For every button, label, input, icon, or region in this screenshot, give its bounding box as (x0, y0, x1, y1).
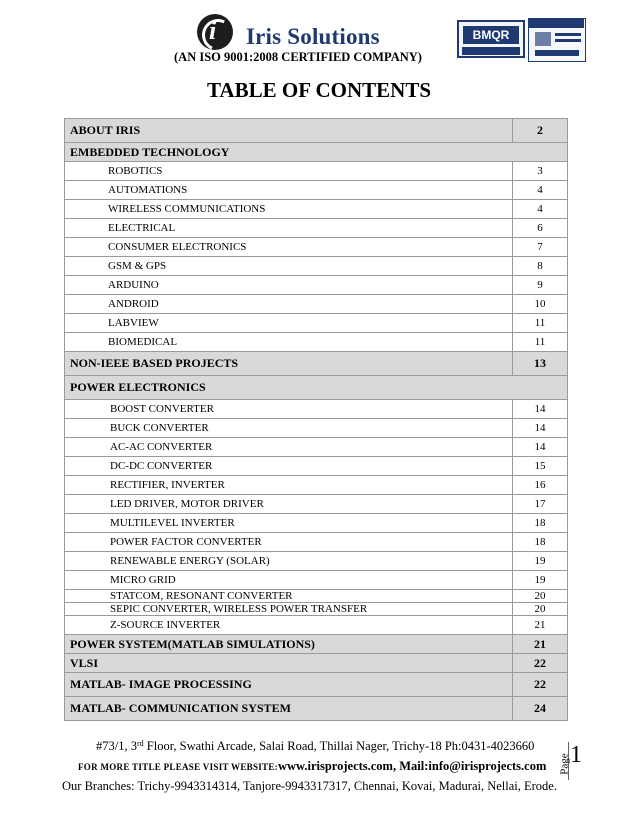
toc-entry-label: MICRO GRID (65, 571, 513, 590)
toc-entry-label: GSM & GPS (65, 257, 513, 276)
toc-entry-page: 4 (513, 181, 568, 200)
toc-item[interactable] (65, 552, 568, 571)
toc-entry-label: POWER ELECTRONICS (65, 376, 568, 400)
toc-entry-page: 19 (513, 552, 568, 571)
accreditation-badge-icon (528, 18, 586, 62)
page-header (0, 0, 638, 80)
toc-entry-page: 8 (513, 257, 568, 276)
toc-entry-page: 11 (513, 333, 568, 352)
toc-section-matlab-image[interactable] (65, 673, 568, 697)
toc-entry-label: ROBOTICS (65, 162, 513, 181)
toc-entry-page: 7 (513, 238, 568, 257)
bmqr-badge-label: BMQR (463, 26, 519, 44)
toc-entry-label: ANDROID (65, 295, 513, 314)
toc-entry-label: VLSI (65, 654, 513, 673)
toc-entry-page: 24 (513, 697, 568, 721)
toc-entry-page: 6 (513, 219, 568, 238)
toc-entry-label: CONSUMER ELECTRONICS (65, 238, 513, 257)
toc-entry-label: MULTILEVEL INVERTER (65, 514, 513, 533)
toc-item[interactable] (65, 238, 568, 257)
toc-item[interactable] (65, 533, 568, 552)
website-link[interactable]: www.irisprojects.com (277, 759, 393, 773)
toc-entry-page: 18 (513, 514, 568, 533)
toc-entry-page: 18 (513, 533, 568, 552)
toc-item[interactable] (65, 476, 568, 495)
toc-section-vlsi[interactable] (65, 654, 568, 673)
toc-entry-page: 9 (513, 276, 568, 295)
toc-item[interactable] (65, 603, 568, 616)
toc-item[interactable] (65, 295, 568, 314)
toc-entry-label: STATCOM, RESONANT CONVERTER (65, 590, 513, 603)
toc-entry-label: BOOST CONVERTER (65, 400, 513, 419)
toc-entry-label: LABVIEW (65, 314, 513, 333)
iso-certification: (AN ISO 9001:2008 CERTIFIED COMPANY) (174, 50, 422, 64)
toc-entry-label: AC-AC CONVERTER (65, 438, 513, 457)
toc-entry-label: DC-DC CONVERTER (65, 457, 513, 476)
toc-entry-page: 3 (513, 162, 568, 181)
address-line: #73/1, 3rd Floor, Swathi Arcade, Salai Road, Thillai Nager, Trichy-18 Ph:0431-4023660 (96, 739, 535, 753)
toc-item[interactable] (65, 590, 568, 603)
toc-entry-page: 13 (513, 352, 568, 376)
toc-entry-label: ELECTRICAL (65, 219, 513, 238)
toc-item[interactable] (65, 419, 568, 438)
toc-item[interactable] (65, 438, 568, 457)
toc-entry-label: RECTIFIER, INVERTER (65, 476, 513, 495)
toc-entry-label: MATLAB- COMMUNICATION SYSTEM (65, 697, 513, 721)
toc-section-power-system[interactable] (65, 635, 568, 654)
toc-item[interactable] (65, 276, 568, 295)
toc-item[interactable] (65, 514, 568, 533)
toc-item[interactable] (65, 219, 568, 238)
toc-section-matlab-comm[interactable] (65, 697, 568, 721)
page-number: 1 (570, 742, 582, 768)
toc-item[interactable] (65, 457, 568, 476)
toc-entry-page: 21 (513, 616, 568, 635)
toc-entry-page: 21 (513, 635, 568, 654)
toc-entry-page: 16 (513, 476, 568, 495)
toc-entry-page: 19 (513, 571, 568, 590)
toc-table (64, 118, 568, 721)
toc-item[interactable] (65, 616, 568, 635)
toc-entry-page: 11 (513, 314, 568, 333)
toc-entry-page: 2 (513, 119, 568, 143)
toc-entry-label: SEPIC CONVERTER, WIRELESS POWER TRANSFER (65, 603, 513, 616)
toc-entry-label: LED DRIVER, MOTOR DRIVER (65, 495, 513, 514)
toc-entry-page: 22 (513, 654, 568, 673)
toc-entry-page: 22 (513, 673, 568, 697)
toc-entry-label: BUCK CONVERTER (65, 419, 513, 438)
toc-section-embedded[interactable] (65, 143, 568, 162)
branches-line: Our Branches: Trichy-9943314314, Tanjore-9943317317, Chennai, Kovai, Madurai, Nellai, Erode. (62, 779, 557, 793)
toc-entry-page: 17 (513, 495, 568, 514)
toc-entry-page: 14 (513, 400, 568, 419)
toc-entry-page: 20 (513, 603, 568, 616)
toc-entry-label: Z-SOURCE INVERTER (65, 616, 513, 635)
toc-entry-page: 15 (513, 457, 568, 476)
brand-name: Iris Solutions (246, 24, 380, 49)
toc-entry-label: NON-IEEE BASED PROJECTS (65, 352, 513, 376)
toc-item[interactable] (65, 181, 568, 200)
toc-item[interactable] (65, 314, 568, 333)
toc-entry-page: 20 (513, 590, 568, 603)
toc-entry-label: BIOMEDICAL (65, 333, 513, 352)
toc-entry-label: AUTOMATIONS (65, 181, 513, 200)
toc-item[interactable] (65, 200, 568, 219)
email-link[interactable]: info@irisprojects.com (428, 759, 547, 773)
toc-item[interactable] (65, 400, 568, 419)
bmqr-badge-icon (457, 20, 525, 58)
toc-section-about[interactable] (65, 119, 568, 143)
toc-item[interactable] (65, 571, 568, 590)
toc-entry-label: POWER SYSTEM(MATLAB SIMULATIONS) (65, 635, 513, 654)
toc-item[interactable] (65, 162, 568, 181)
toc-entry-label: WIRELESS COMMUNICATIONS (65, 200, 513, 219)
toc-item[interactable] (65, 495, 568, 514)
toc-entry-page: 14 (513, 438, 568, 457)
iris-logo-icon (197, 14, 233, 50)
toc-entry-label: ARDUINO (65, 276, 513, 295)
toc-entry-label: POWER FACTOR CONVERTER (65, 533, 513, 552)
website-line: FOR MORE TITLE PLEASE VISIT WEBSITE:www.irisprojects.com, Mail:info@irisprojects.com (78, 759, 547, 773)
toc-entry-page: 10 (513, 295, 568, 314)
toc-entry-label: ABOUT IRIS (65, 119, 513, 143)
toc-item[interactable] (65, 257, 568, 276)
toc-entry-label: RENEWABLE ENERGY (SOLAR) (65, 552, 513, 571)
toc-entry-label: MATLAB- IMAGE PROCESSING (65, 673, 513, 697)
toc-entry-page: 14 (513, 419, 568, 438)
toc-entry-label: EMBEDDED TECHNOLOGY (65, 143, 568, 162)
page-label: Page (558, 753, 571, 775)
toc-section-power-electronics[interactable] (65, 376, 568, 400)
toc-entry-page: 4 (513, 200, 568, 219)
page-title: TABLE OF CONTENTS (206, 78, 432, 102)
toc-item[interactable] (65, 333, 568, 352)
toc-section-non-ieee[interactable] (65, 352, 568, 376)
